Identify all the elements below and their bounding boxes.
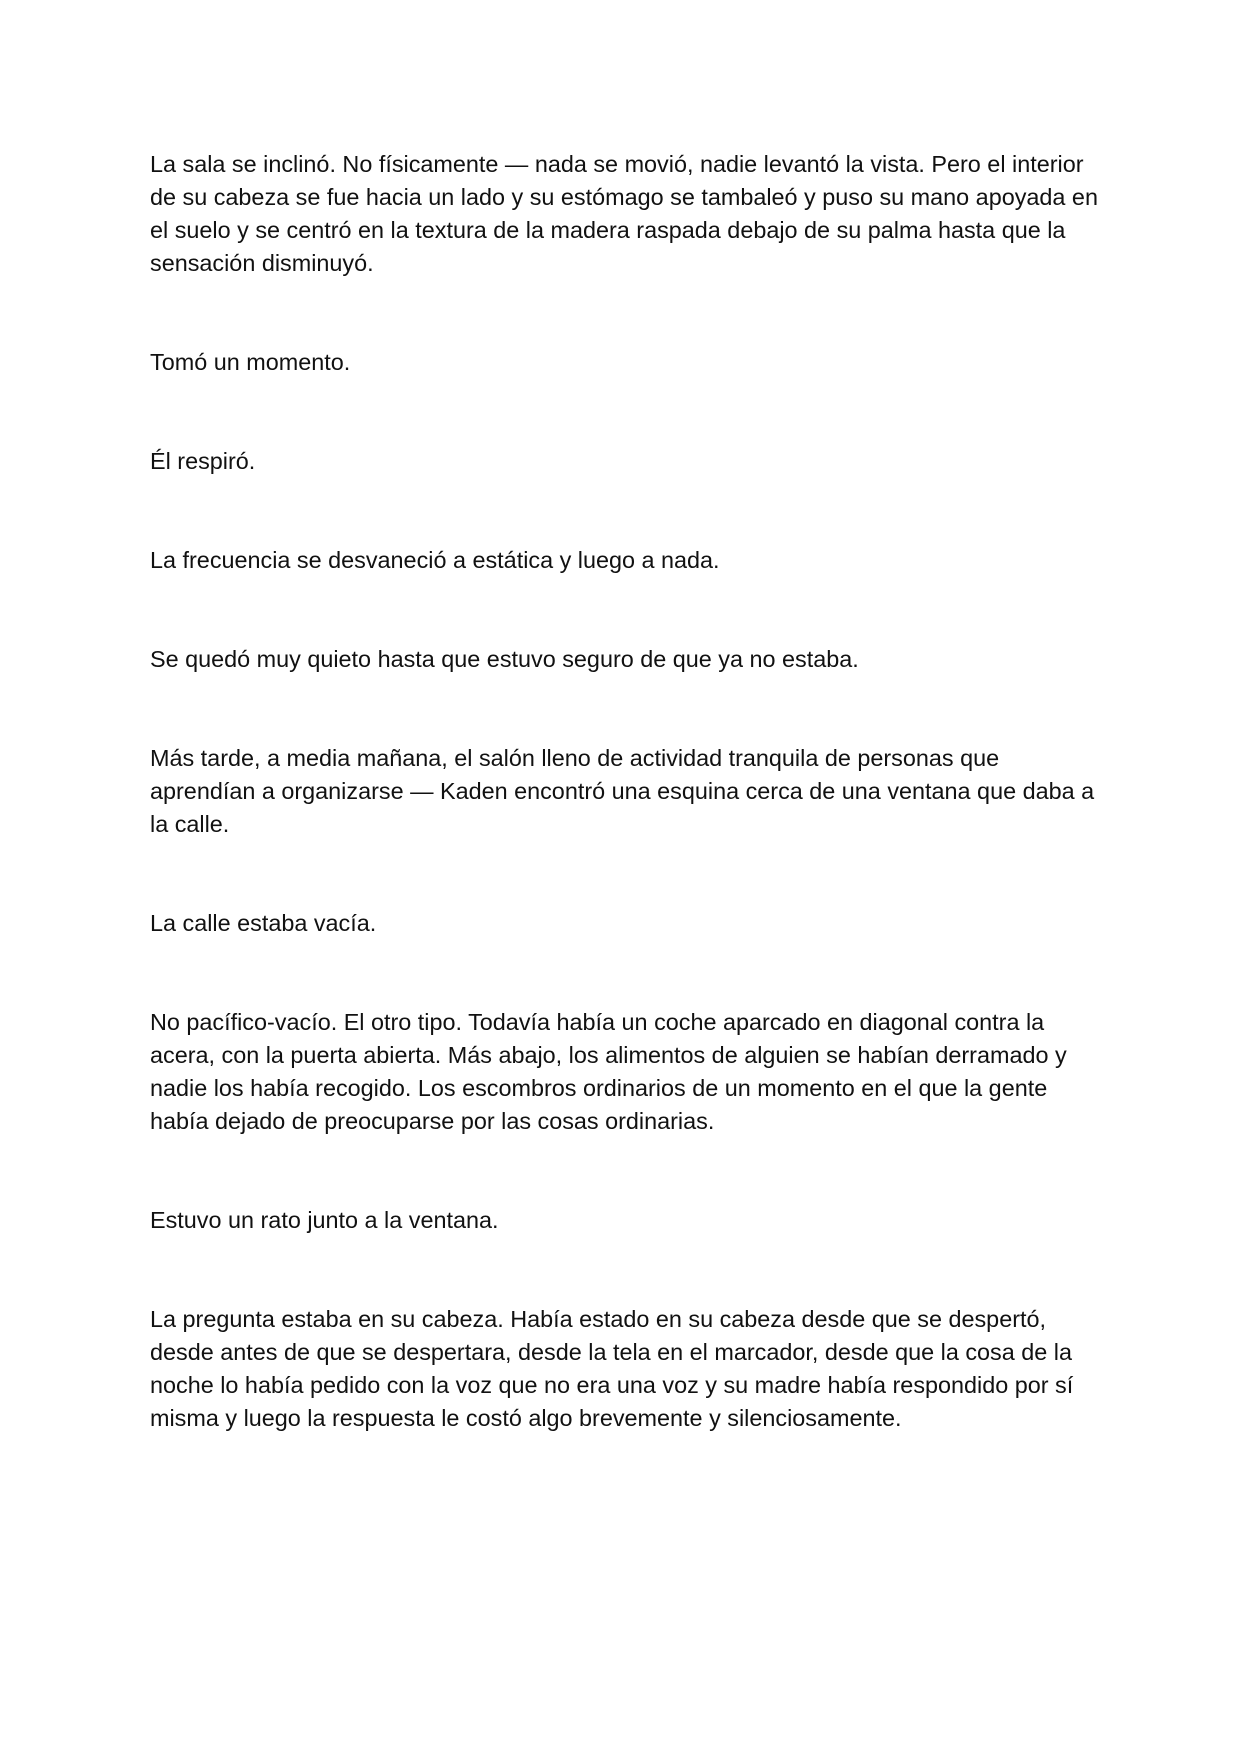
paragraph: Se quedó muy quieto hasta que estuvo seguro de que ya no estaba. bbox=[150, 646, 859, 672]
paragraph: La pregunta estaba en su cabeza. Había estado en su cabeza desde que se despertó, desde antes de que se despertara, desde la tela en el marcador, desde que la cosa de la noche lo había pedido con la voz que no era una voz y su madre había respondido por sí misma y luego la respuesta le costó algo brevemente y silenciosamente. bbox=[150, 1306, 1074, 1431]
paragraph: La frecuencia se desvaneció a estática y luego a nada. bbox=[150, 547, 720, 573]
paragraph: Tomó un momento. bbox=[150, 349, 351, 375]
paragraph: Estuvo un rato junto a la ventana. bbox=[150, 1207, 499, 1233]
document-body bbox=[150, 148, 1100, 1501]
paragraph: Más tarde, a media mañana, el salón lleno de actividad tranquila de personas que aprendían a organizarse — Kaden encontró una esquina cerca de una ventana que daba a la calle. bbox=[150, 745, 1095, 837]
paragraph: La calle estaba vacía. bbox=[150, 910, 377, 936]
paragraph: Él respiró. bbox=[150, 448, 256, 474]
paragraph: La sala se inclinó. No físicamente — nada se movió, nadie levantó la vista. Pero el interior de su cabeza se fue hacia un lado y su estómago se tambaleó y puso su mano apoyada en el suelo y se centró en la textura de la madera raspada debajo de su palma hasta que la sensación disminuyó. bbox=[150, 151, 1098, 276]
paragraph: No pacífico-vacío. El otro tipo. Todavía había un coche aparcado en diagonal contra la acera, con la puerta abierta. Más abajo, los alimentos de alguien se habían derramado y nadie los había recogido. Los escombros ordinarios de un momento en el que la gente había dejado de preocuparse por las cosas ordinarias. bbox=[150, 1009, 1067, 1134]
